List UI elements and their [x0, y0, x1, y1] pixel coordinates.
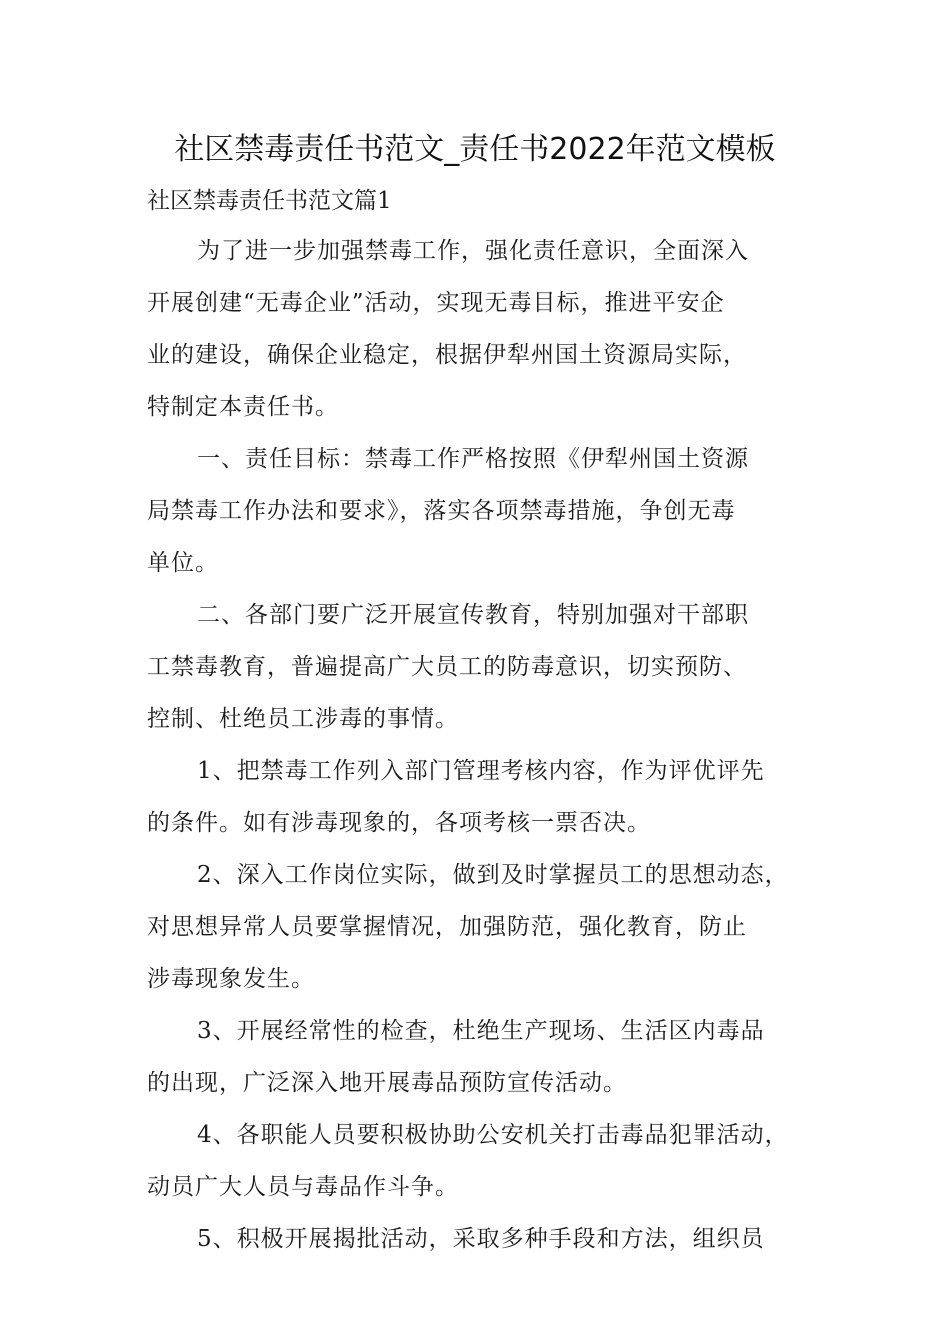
text-line: 业的建设，确保企业稳定，根据伊犁州国土资源局实际， — [147, 342, 747, 368]
text-line: 开展创建“无毒企业”活动，实现无毒目标，推进平安企 — [147, 290, 725, 316]
paragraph — [147, 439, 812, 595]
text-line: 的出现，广泛深入地开展毒品预防宣传活动。 — [147, 1070, 627, 1096]
text-line: 一、责任目标：禁毒工作严格按照《伊犁州国土资源 — [197, 446, 749, 472]
text-line: 对思想异常人员要掌握情况，加强防范，强化教育，防止 — [147, 914, 747, 940]
paragraph — [147, 855, 812, 1011]
text-line: 特制定本责任书。 — [147, 394, 339, 420]
paragraph — [147, 1115, 812, 1219]
text-line: 3、开展经常性的检查，杜绝生产现场、生活区内毒品 — [197, 1018, 765, 1044]
paragraph — [147, 751, 812, 855]
paragraph — [147, 595, 812, 751]
text-line: 局禁毒工作办法和要求》，落实各项禁毒措施，争创无毒 — [147, 498, 736, 524]
text-line: 1、把禁毒工作列入部门管理考核内容，作为评优评先 — [197, 758, 765, 784]
text-line: 动员广大人员与毒品作斗争。 — [147, 1174, 459, 1200]
text-line: 为了进一步加强禁毒工作，强化责任意识，全面深入 — [197, 238, 749, 264]
document-title: 社区禁毒责任书范文_责任书2022年范文模板 — [174, 132, 776, 167]
text-line: 的条件。如有涉毒现象的，各项考核一票否决。 — [147, 810, 651, 836]
paragraph — [147, 1219, 812, 1271]
text-line: 涉毒现象发生。 — [147, 966, 315, 992]
paragraph — [147, 1011, 812, 1115]
text-line: 单位。 — [147, 550, 219, 576]
section-heading: 社区禁毒责任书范文篇1 — [147, 188, 392, 214]
text-line: 4、各职能人员要积极协助公安机关打击毒品犯罪活动， — [197, 1122, 789, 1148]
document-body — [147, 231, 812, 1271]
text-line: 二、各部门要广泛开展宣传教育，特别加强对干部职 — [197, 602, 749, 628]
text-line: 工禁毒教育，普遍提高广大员工的防毒意识，切实预防、 — [147, 654, 747, 680]
text-line: 2、深入工作岗位实际，做到及时掌握员工的思想动态， — [197, 862, 789, 888]
text-line: 控制、杜绝员工涉毒的事情。 — [147, 706, 459, 732]
paragraph — [147, 231, 812, 439]
text-line: 5、积极开展揭批活动，采取多种手段和方法，组织员 — [197, 1226, 765, 1252]
